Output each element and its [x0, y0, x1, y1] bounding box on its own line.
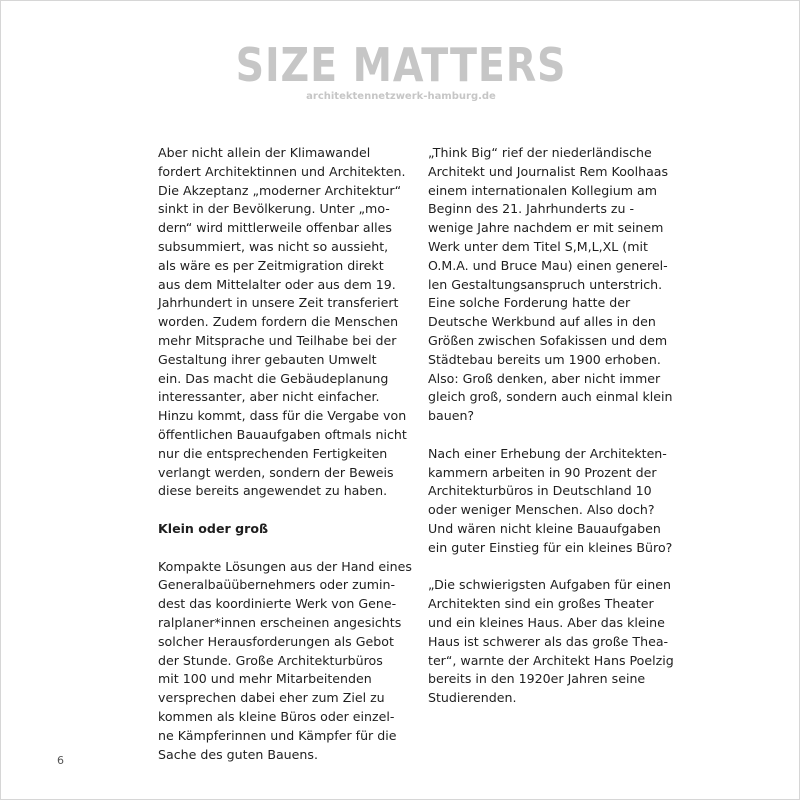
text-line: mit 100 und mehr Mitarbeitenden	[158, 671, 372, 687]
text-line: bauen?	[428, 408, 475, 424]
text-line: Jahrhundert in unsere Zeit transferiert	[158, 295, 399, 311]
text-line: Also: Groß denken, aber nicht immer	[428, 370, 661, 386]
text-line: Eine solche Forderung hatte der	[428, 295, 631, 311]
text-line: Aber nicht allein der Klimawandel	[158, 145, 371, 160]
text-line: O.M.A. und Bruce Mau) einen generel-	[428, 257, 668, 273]
text-line: Und wären nicht kleine Bauaufgaben	[428, 520, 661, 536]
text-line: ein guter Einstieg für ein kleines Büro?	[428, 539, 673, 555]
text-line: solcher Herausforderungen als Gebot	[158, 633, 394, 649]
text-line: Architekt und Journalist Rem Koolhaas	[428, 163, 669, 179]
text-line: oder weniger Menschen. Also doch?	[428, 502, 655, 518]
text-line: ter“, warnte der Architekt Hans Poelzig	[428, 652, 674, 668]
left-column	[158, 144, 412, 764]
text-line: Beginn des 21. Jahrhunderts zu -	[428, 201, 635, 217]
text-line: öffentlichen Bauaufgaben oftmals nicht	[158, 426, 407, 442]
text-line: Sache des guten Bauens.	[158, 746, 318, 762]
text-line: als wäre es per Zeitmigration direkt	[158, 257, 384, 273]
text-line: Größen zwischen Sofakissen und dem	[428, 332, 668, 348]
text-line: Nach einer Erhebung der Architekten-	[428, 445, 667, 461]
page-header	[1, 37, 800, 103]
text-line: ein. Das macht die Gebäudeplanung	[158, 370, 389, 386]
text-line: einem internationalen Kollegium am	[428, 182, 657, 198]
text-line: Haus ist schwerer als das große Thea-	[428, 633, 669, 649]
text-line: Hinzu kommt, dass für die Vergabe von	[158, 408, 407, 424]
text-line: der Stunde. Große Architekturbüros	[158, 652, 383, 668]
paragraph	[428, 144, 673, 426]
text-line: bereits in den 1920er Jahren seine	[428, 671, 646, 687]
text-line: ralplaner*innen erscheinen angesichts	[158, 614, 402, 630]
paragraph	[428, 445, 673, 558]
paragraph	[158, 144, 407, 501]
text-line: kommen als kleine Büros oder einzel-	[158, 708, 395, 724]
text-line: Die Akzeptanz „moderner Architektur“	[158, 182, 402, 198]
paragraph	[428, 576, 674, 708]
text-line: Deutsche Werkbund auf alles in den	[428, 314, 656, 330]
text-line: nur die entsprechenden Fertigkeiten	[158, 445, 388, 461]
text-line: Architekturbüros in Deutschland 10	[428, 483, 652, 499]
page-number: 6	[57, 754, 64, 767]
page-title: SIZE MATTERS	[235, 38, 567, 92]
text-line: mehr Mitsprache und Teilhabe bei der	[158, 332, 397, 348]
text-line: und ein kleines Haus. Aber das kleine	[428, 614, 665, 630]
paragraph	[158, 558, 412, 765]
text-line: Kompakte Lösungen aus der Hand eines	[158, 558, 412, 574]
text-line: len Gestaltungsanspruch unterstrich.	[428, 276, 663, 292]
text-line: „Die schwierigsten Aufgaben für einen	[428, 577, 671, 593]
text-line: Städtebau bereits um 1900 erhoben.	[428, 351, 661, 367]
text-line: gleich groß, sondern auch einmal klein	[428, 389, 673, 405]
text-line: Architekten sind ein großes Theater	[428, 596, 654, 612]
text-line: Gestaltung ihrer gebauten Umwelt	[158, 351, 377, 367]
website-subtitle: architektennetzwerk-hamburg.de	[306, 91, 496, 102]
text-line: sinkt in der Bevölkerung. Unter „mo-	[158, 201, 390, 217]
text-line: dern“ wird mittlerweile offenbar alles	[158, 220, 392, 236]
text-line: verlangt werden, sondern der Beweis	[158, 464, 394, 480]
text-line: „Think Big“ rief der niederländische	[428, 145, 652, 160]
text-line: ne Kämpferinnen und Kämpfer für die	[158, 727, 397, 743]
text-line: aus dem Mittelalter oder aus dem 19.	[158, 276, 396, 292]
text-line: wenige Jahre nachdem er mit seinem	[428, 220, 664, 236]
right-column	[428, 144, 674, 708]
text-line: Studierenden.	[428, 690, 517, 706]
text-line: worden. Zudem fordern die Menschen	[158, 314, 399, 330]
text-line: Generalbaüübernehmers oder zumin-	[158, 577, 395, 593]
text-line: interessanter, aber nicht einfacher.	[158, 389, 380, 405]
text-line: dest das koordinierte Werk von Gene-	[158, 596, 397, 612]
text-line: diese bereits angewendet zu haben.	[158, 483, 388, 499]
text-line: Werk unter dem Titel S,M,L,XL (mit	[428, 238, 648, 254]
text-line: versprechen dabei eher zum Ziel zu	[158, 690, 385, 706]
section-subheading: Klein oder groß	[158, 520, 269, 536]
text-line: subsummiert, was nicht so aussieht,	[158, 238, 389, 254]
text-line: fordert Architektinnen und Architekten.	[158, 163, 406, 179]
text-line: kammern arbeiten in 90 Prozent der	[428, 464, 657, 480]
